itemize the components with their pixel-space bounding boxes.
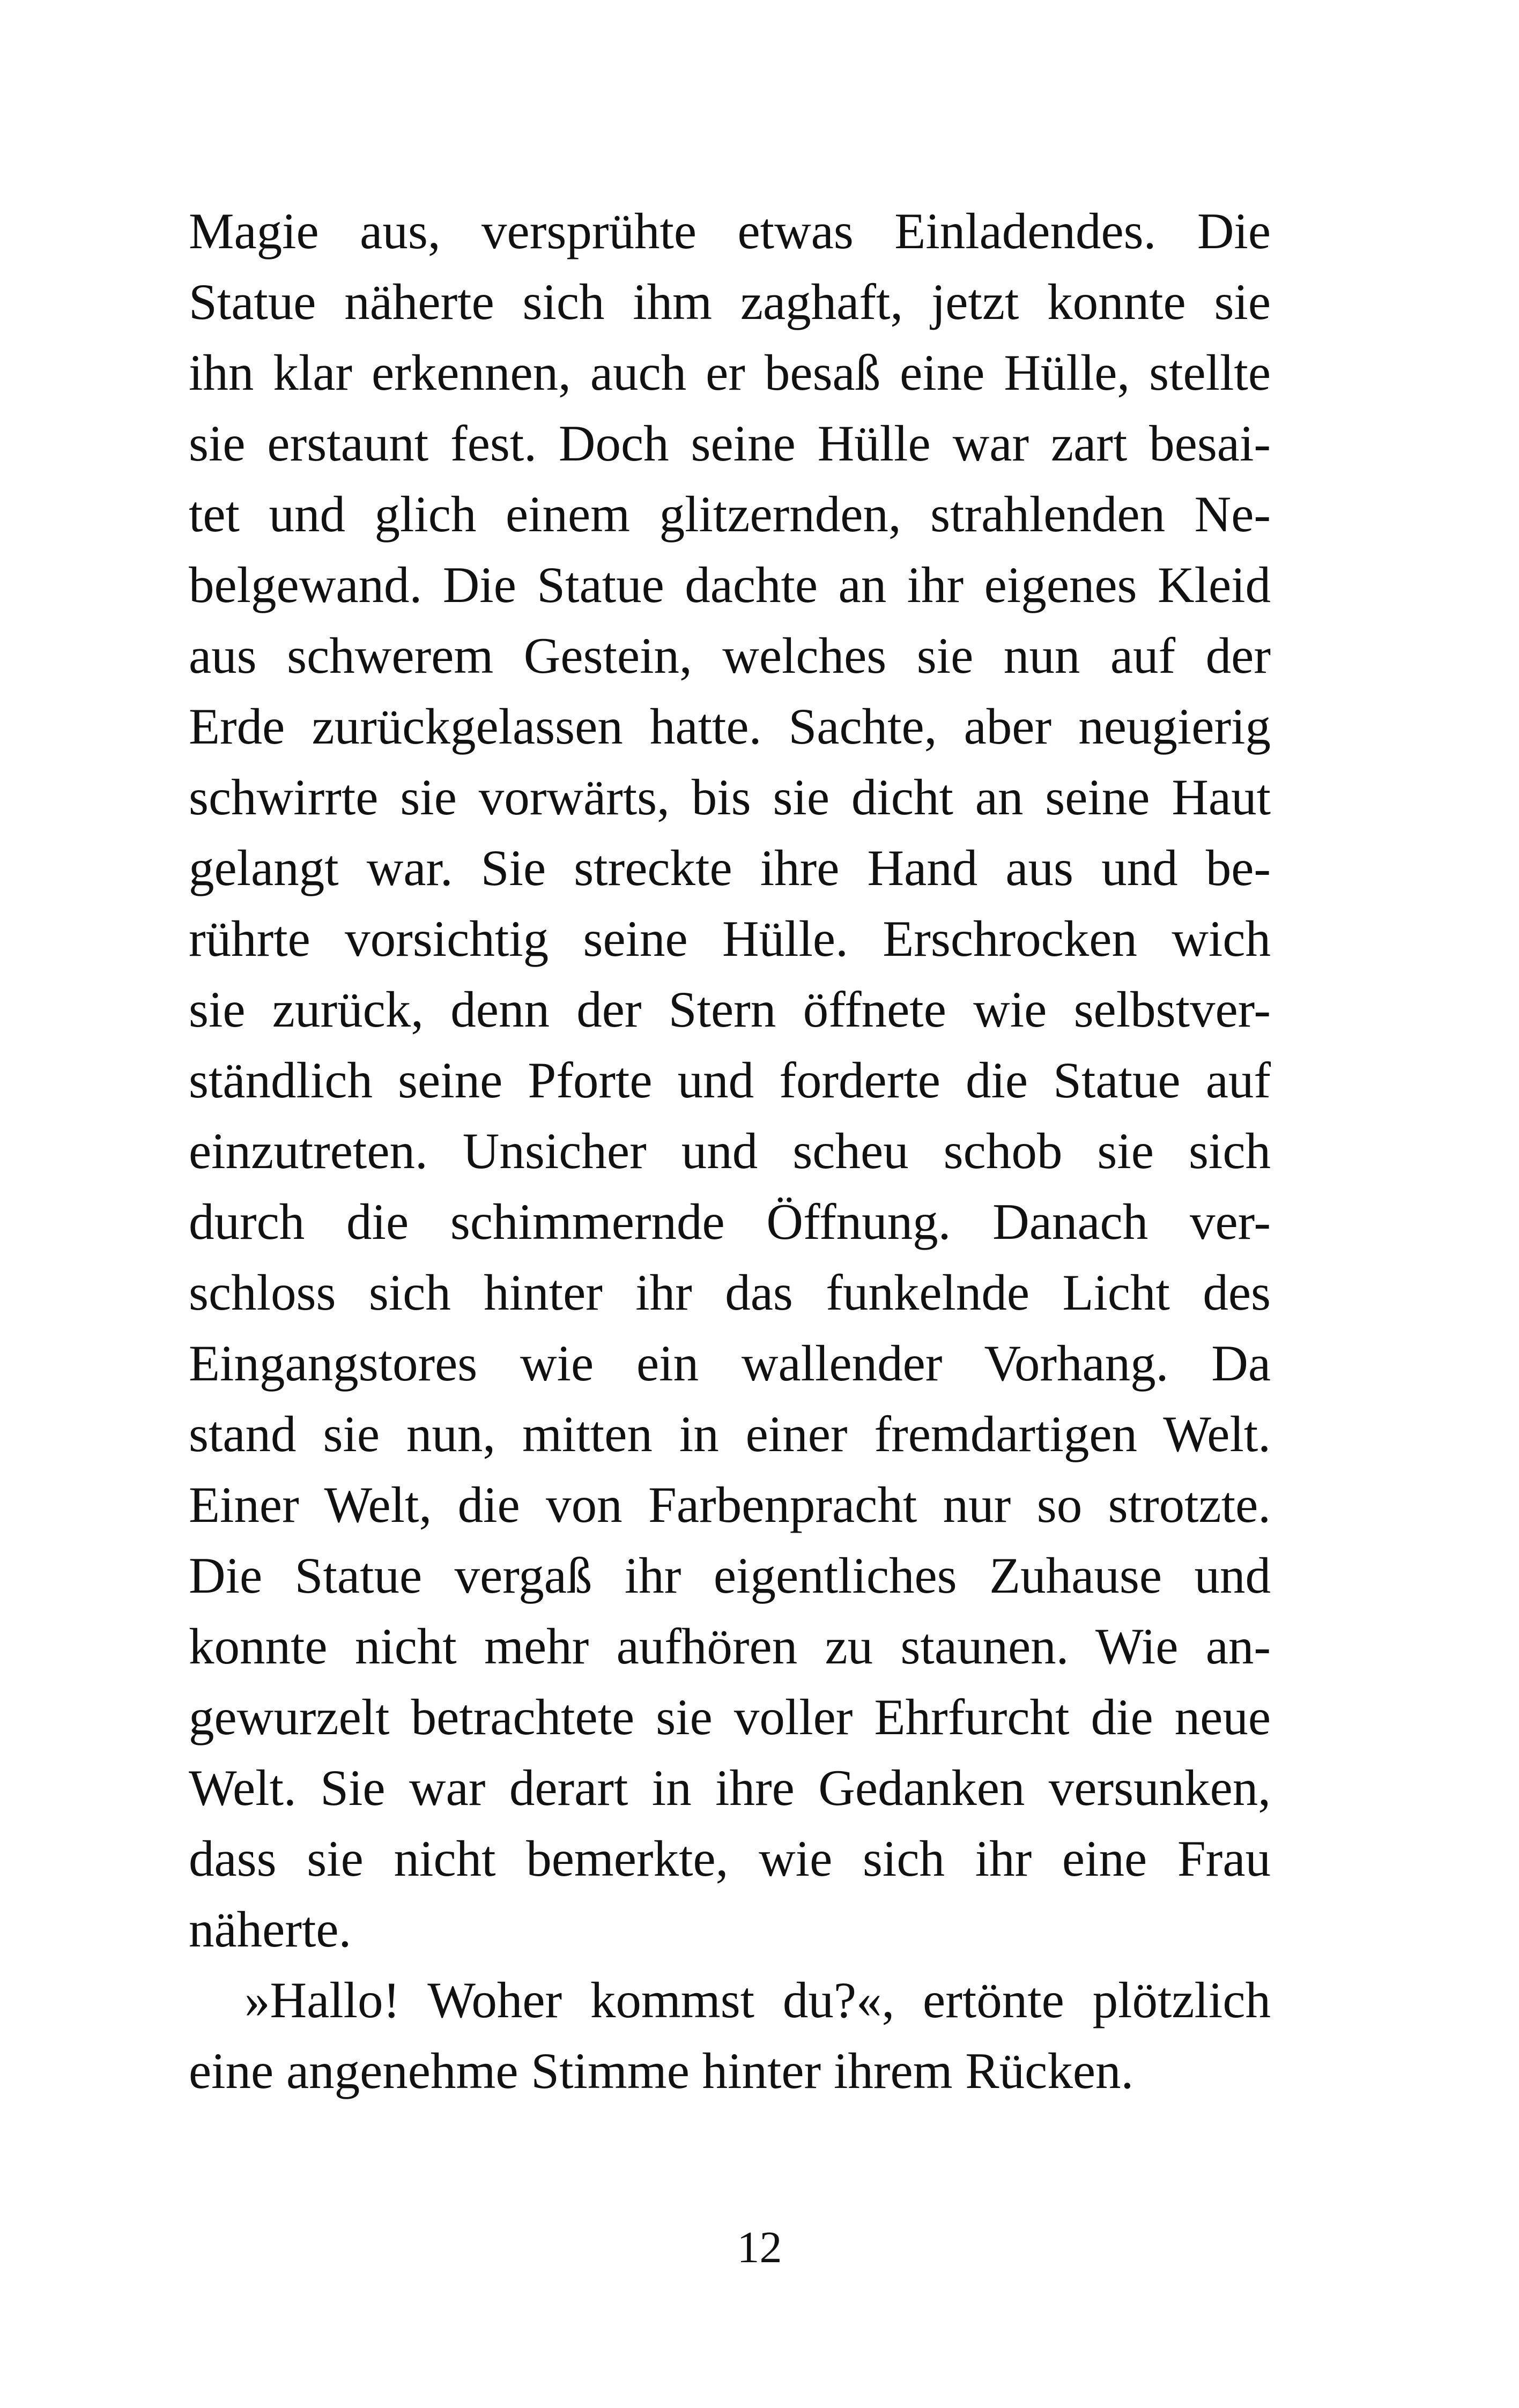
paragraph-end-line: eine angenehme Stimme hinter ihrem Rücken. (189, 2042, 1134, 2099)
text-line: Magie aus, versprühte etwas Einladendes. Die (189, 203, 1271, 259)
dialogue-line: »Hallo! Woher kommst du?«, ertönte plötzlich (244, 1972, 1271, 2028)
text-line: Eingangstores wie ein wallender Vorhang. Da (189, 1335, 1271, 1392)
text-line: konnte nicht mehr aufhören zu staunen. Wie an- (189, 1618, 1271, 1675)
text-line: sie erstaunt fest. Doch seine Hülle war zart besai- (189, 415, 1271, 472)
text-line: ständlich seine Pforte und forderte die Statue auf (189, 1052, 1271, 1109)
text-line: Statue näherte sich ihm zaghaft, jetzt konnte sie (189, 273, 1271, 330)
text-line: ihn klar erkennen, auch er besaß eine Hülle, stellte (189, 344, 1271, 401)
text-line: Einer Welt, die von Farbenpracht nur so strotzte. (189, 1476, 1271, 1533)
text-line: rührte vorsichtig seine Hülle. Erschrocken wich (189, 910, 1271, 967)
text-line: gewurzelt betrachtete sie voller Ehrfurcht die neue (189, 1689, 1271, 1745)
text-line: schwirrte sie vorwärts, bis sie dicht an seine Haut (189, 769, 1271, 826)
text-line: durch die schimmernde Öffnung. Danach ver- (189, 1193, 1271, 1250)
body-text (189, 196, 1271, 2106)
text-line: sie zurück, denn der Stern öffnete wie selbstver- (189, 981, 1271, 1038)
page-number: 12 (737, 2223, 782, 2272)
text-line: einzutreten. Unsicher und scheu schob sie sich (189, 1123, 1271, 1179)
text-line: gelangt war. Sie streckte ihre Hand aus und be- (189, 839, 1271, 896)
text-line: Die Statue vergaß ihr eigentliches Zuhause und (189, 1547, 1271, 1604)
text-line: Welt. Sie war derart in ihre Gedanken versunken, (189, 1759, 1271, 1816)
text-line: schloss sich hinter ihr das funkelnde Licht des (189, 1264, 1271, 1321)
paragraph-end-line: näherte. (189, 1901, 352, 1958)
text-line: stand sie nun, mitten in einer fremdartigen Welt. (189, 1406, 1271, 1462)
text-line: tet und glich einem glitzernden, strahlenden Ne- (189, 486, 1271, 542)
text-line: aus schwerem Gestein, welches sie nun auf der (189, 627, 1271, 684)
text-line: Erde zurückgelassen hatte. Sachte, aber neugierig (189, 698, 1271, 755)
text-line: belgewand. Die Statue dachte an ihr eigenes Kleid (189, 556, 1271, 613)
text-line: dass sie nicht bemerkte, wie sich ihr eine Frau (189, 1830, 1271, 1887)
